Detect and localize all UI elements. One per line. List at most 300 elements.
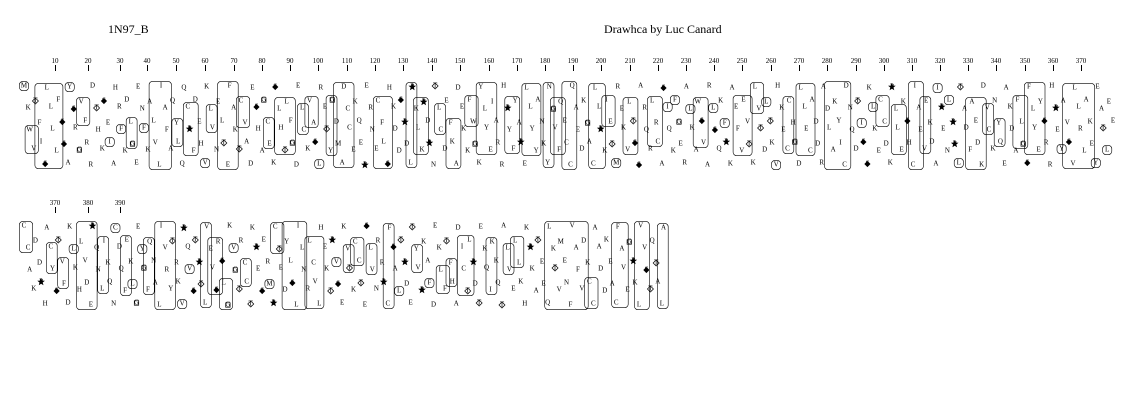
hydrophobic-cluster-contour [762,97,771,106]
ruler-tick-label: 200 [595,57,607,65]
residue-letter: F [37,118,42,127]
residue-letter: H [318,223,324,232]
serine-diamond-symbol [632,140,637,145]
hydrophobic-cluster-contour [77,97,90,125]
residue-letter: K [122,146,128,155]
residue-letter: R [84,138,90,147]
hydrophobic-cluster-contour [686,104,695,113]
residue-letter: T [768,116,773,125]
threonine-diamond-symbol [476,300,482,306]
residue-letter: T [170,236,175,245]
serine-diamond-symbol [214,287,219,292]
residue-letter: Y [996,118,1002,127]
proline-star-symbol [470,258,478,265]
residue-letter: K [67,222,73,231]
threonine-diamond-symbol [499,302,505,308]
residue-letter: A [704,160,711,169]
residue-letter: A [244,137,250,146]
residue-letter: W [470,117,477,126]
residue-letter: P [402,117,407,126]
proline-star-symbol [361,161,369,168]
residue-letter: N [847,103,853,112]
residue-letter: H [278,123,284,132]
residue-letter: T [237,284,242,293]
hydrophobic-cluster-contour [111,223,120,232]
ruler-tick-mark [432,65,433,71]
residue-letter: L [636,300,642,309]
threonine-diamond-symbol [221,140,227,146]
hydrophobic-cluster-contour [366,243,377,274]
residue-letter: C [265,117,271,126]
residue-letter: P [254,242,259,251]
residue-letter: K [105,258,111,267]
hydrophobic-cluster-contour [139,123,148,132]
threonine-diamond-symbol [346,265,352,271]
ruler-tick-label: 290 [850,57,862,65]
residue-letter: P [381,277,386,286]
hydrophobic-cluster-contour [435,103,446,134]
residue-letter: D [89,81,96,90]
residue-letter: D [84,278,90,287]
residue-letter: V [312,277,318,286]
residue-letter: T [465,286,470,295]
hydrophobic-cluster-contour [476,82,497,154]
hydrophobic-cluster-contour [229,243,238,252]
residue-letter: E [1002,159,1007,168]
ruler-tick-label: 40 [143,57,151,65]
proline-star-symbol [426,139,434,146]
serine-diamond-symbol [1025,160,1030,165]
residue-letter: S [1042,116,1047,125]
ruler-tick-label: 80 [258,57,266,65]
residue-letter: S [865,159,870,168]
residue-letter: P [362,160,367,169]
hydrophobic-cluster-contour [77,221,98,309]
residue-letter: D [341,82,347,91]
residue-letter: E [619,104,625,113]
residue-letter: N [539,117,545,126]
credit-label: Drawhca by Luc Canard [604,22,722,36]
proline-star-symbol [527,243,535,250]
residue-letter: R [265,257,271,266]
residue-letter: A [1003,83,1009,92]
residue-letter: L [54,146,59,155]
residue-letter: S [398,95,403,104]
hydrophobic-cluster-contour [298,103,309,134]
residue-letter: A [231,103,237,112]
residue-letter: W [694,97,702,106]
residue-letter: S [54,286,59,295]
residue-letter: L [946,95,952,104]
residue-letter: L [299,103,305,112]
residue-letter: K [271,158,277,167]
residue-letter: D [796,159,802,168]
residue-letter: I [666,102,669,111]
ruler-tick-label: 50 [172,57,180,65]
hydrophobic-cluster-contour [138,244,147,253]
hydrophobic-cluster-contour [483,237,497,294]
residue-letter: K [872,124,878,133]
residue-letter: Y [1032,123,1038,132]
serine-diamond-symbol [699,118,704,123]
residue-letter: E [511,284,516,293]
residue-letter: D [929,137,935,146]
residue-letter: G [261,95,267,104]
residue-letter: L [78,237,84,246]
residue-letter: V [31,144,37,153]
residue-letter: V [78,97,84,106]
residue-letter: K [413,104,419,113]
hydrophobic-cluster-contour [240,258,251,286]
ruler-tick-label: 110 [341,57,353,65]
residue-letter: S [637,160,641,169]
residue-letter: F [123,286,128,295]
residue-letter: P [39,277,44,286]
threonine-diamond-symbol [192,237,198,243]
residue-letter: E [478,222,483,231]
residue-letter: F [575,265,580,274]
residue-letter: S [62,139,66,148]
residue-letter: Q [118,264,124,273]
hydrophobic-cluster-contour [876,95,889,126]
residue-letter: D [843,81,849,90]
glycine-square-symbol [225,300,231,309]
residue-letter: I [39,137,43,146]
ruler-tick-label: 60 [201,57,209,65]
hydrophobic-cluster-contour [332,257,341,266]
residue-letter: C [25,243,31,252]
residue-letter: E [255,264,261,273]
hydrophobic-cluster-contour [545,221,589,309]
residue-letter: Y [512,96,518,105]
serine-diamond-symbol [54,288,59,293]
residue-letter: V [59,257,65,266]
proline-star-symbol [517,138,525,145]
hydrophobic-cluster-contour [612,158,621,167]
ruler-tick-label: 180 [539,57,551,65]
residue-letter: P [631,256,636,265]
threonine-diamond-symbol [236,286,242,292]
ruler-tick-label: 30 [116,57,124,65]
residue-letter: D [824,104,831,113]
ruler-tick-label: 330 [962,57,974,65]
residue-letter: F [722,118,727,127]
residue-letter: G [129,139,136,148]
residue-letter: K [249,223,255,232]
residue-letter: A [453,299,459,308]
residue-letter: E [741,95,746,104]
residue-letter: D [65,298,71,307]
hydrophobic-cluster-contour [891,104,906,154]
hydrophobic-cluster-contour [95,236,109,293]
hydrophobic-cluster-contour [446,118,461,168]
ruler-tick-mark [884,65,885,71]
residue-letter: R [653,118,659,127]
residue-letter: Y [49,264,56,273]
residue-letter: V [415,263,421,272]
proline-star-symbol [186,125,194,132]
hydrophobic-cluster-contour [185,264,194,273]
residue-letter: K [1087,117,1093,126]
residue-letter: A [44,223,50,232]
residue-letter: H [76,285,82,294]
hydrophobic-cluster-contour [944,95,953,104]
residue-letter: L [307,236,312,245]
residue-letter: A [111,159,117,168]
residue-letter: V [242,118,248,127]
residue-letter: L [1019,117,1024,126]
residue-letter: R [318,83,324,92]
residue-letter: V [773,160,779,169]
ruler-tick-mark [742,65,743,71]
residue-letter: F [442,284,447,293]
residue-letter: T [56,235,61,244]
residue-letter: A [693,145,699,154]
ruler-tick-mark [940,65,941,71]
residue-letter: L [528,102,533,111]
threonine-diamond-symbol [409,224,415,230]
residue-letter: T [747,139,752,148]
residue-letter: L [659,299,665,308]
residue-letter: A [830,145,836,154]
threonine-diamond-symbol [465,288,471,294]
residue-letter: R [117,102,122,111]
threonine-diamond-symbol [758,125,764,131]
residue-letter: E [781,125,786,134]
residue-letter: E [488,145,493,154]
structure-id-label: 1N97_B [108,22,149,36]
proline-star-symbol [949,118,957,125]
residue-letter: V [369,265,375,274]
residue-letter: K [769,138,775,147]
residue-letter: G [289,138,295,147]
residue-letter: Q [495,278,501,287]
residue-letter: Q [185,242,191,251]
residue-letter: C [345,104,351,113]
residue-letter: R [706,81,712,90]
glycine-square-symbol [261,95,267,104]
residue-letter: I [489,285,492,294]
residue-letter: R [88,160,94,169]
serine-diamond-symbol [1066,139,1071,144]
residue-letter: G [329,95,335,104]
residue-letter: V [921,144,928,153]
residue-letter: Q [147,237,153,246]
ruler-tick-mark [120,207,121,213]
residue-letter: N [430,160,437,169]
residue-letter: C [586,277,592,286]
hydrophobic-cluster-contour [263,117,274,148]
residue-letter: A [729,83,735,92]
residue-letter: L [826,123,832,132]
residue-letter: S [43,159,48,168]
hydrophobic-cluster-contour [305,96,318,127]
residue-letter: L [711,103,716,112]
residue-letter: L [294,300,299,309]
residue-letter: T [648,284,653,293]
residue-letter: P [187,124,192,133]
residue-letter: E [444,96,449,105]
serine-diamond-symbol [385,161,390,166]
ruler-tick-label: 340 [990,57,1002,65]
hydrophobic-cluster-contour [620,97,638,154]
residue-letter: L [71,244,76,253]
residue-letter: A [969,97,975,106]
residue-letter: K [476,158,482,167]
residue-letter: I [159,81,163,90]
residue-letter: I [936,83,939,92]
hydrophobic-cluster-contour [305,236,324,308]
residue-letter: L [956,158,961,167]
residue-letter: L [368,243,373,252]
residue-letter: G [676,117,682,126]
residue-letter: L [798,83,803,92]
residue-letter: F [672,95,677,104]
hydrophobic-cluster-contour [1060,83,1095,168]
residue-letter: F [62,279,66,288]
residue-letter: L [415,123,421,132]
hydrophobic-cluster-contour [69,244,78,253]
residue-letter: H [449,277,455,286]
proline-star-symbol [938,103,946,110]
residue-letter: K [670,146,676,155]
residue-letter: D [815,139,821,148]
residue-letter: Q [181,83,187,92]
residue-letter: D [963,123,969,132]
residue-letter: C [375,96,381,105]
residue-letter: E [625,285,630,294]
residue-letter: E [608,117,613,126]
residue-letter: D [442,144,448,153]
threonine-diamond-symbol [647,286,653,292]
ruler-tick-label: 20 [84,57,92,65]
threonine-diamond-symbol [957,84,963,90]
ruler-tick-label: 280 [821,57,833,65]
residue-letter: H [522,299,528,308]
residue-letter: T [535,235,541,244]
residue-letter: L [408,158,413,167]
proline-star-symbol [1052,104,1060,111]
residue-letter: F [557,145,562,154]
residue-letter: Y [1093,158,1099,167]
residue-letter: K [689,123,695,132]
residue-letter: D [36,258,43,267]
residue-letter: A [162,103,168,112]
residue-letter: S [633,138,637,147]
residue-letter: T [198,279,204,288]
hydrophobic-cluster-contour [265,279,274,288]
proline-star-symbol [888,83,896,90]
hydrophobic-cluster-contour [1103,145,1112,154]
residue-letter: L [524,83,529,92]
hydrophobic-cluster-contour [35,83,63,168]
residue-letter: Q [483,263,490,272]
residue-letter: L [505,243,510,252]
residue-letter: D [602,286,608,295]
residue-letter: V [579,284,585,293]
residue-letter: A [493,116,499,125]
residue-letter: L [1105,145,1110,154]
hydrophobic-cluster-contour [983,103,994,134]
residue-letter: L [220,116,225,125]
residue-letter: D [455,83,461,92]
residue-letter: K [31,284,37,293]
proline-star-symbol [951,140,959,147]
ruler-tick-mark [176,65,177,71]
residue-letter: K [128,257,134,266]
threonine-diamond-symbol [55,237,61,243]
residue-letter: D [425,116,431,125]
residue-letter: K [927,118,933,127]
residue-letter: K [419,145,425,154]
residue-letter: H [42,299,48,308]
proline-star-symbol [37,278,45,285]
residue-letter: V [1064,118,1070,127]
residue-letter: V [1070,159,1076,168]
threonine-diamond-symbol [432,83,438,89]
residue-letter: T [552,263,558,272]
residue-letter: M [613,158,620,167]
residue-letter: Y [284,237,290,246]
residue-letter: L [277,104,282,113]
residue-letter: F [387,223,392,232]
glycine-square-symbol [472,139,478,148]
residue-letter: E [364,81,369,90]
residue-letter: S [699,116,704,125]
residue-letter: V [506,265,512,274]
hydrophobic-cluster-contour [562,81,577,169]
glycine-square-symbol [676,117,682,126]
hydrophobic-cluster-contour [634,221,649,309]
residue-letter: L [467,235,472,244]
residue-letter: N [301,265,307,274]
hydrophobic-cluster-contour [275,97,296,154]
ruler-tick-mark [714,65,715,71]
residue-letter: L [596,102,602,111]
residue-letter: A [916,103,922,112]
residue-letter: W [26,125,33,134]
residue-letter: A [655,277,661,286]
residue-letter: S [644,265,649,274]
residue-letter: P [330,235,335,244]
residue-letter: N [944,146,950,155]
residue-letter: F [288,116,293,125]
ruler-tick-mark [88,207,89,213]
residue-letter: C [785,144,790,153]
residue-letter: K [603,235,609,244]
residue-letter: Q [666,124,672,133]
residue-letter: C [590,159,596,168]
hydrophobic-cluster-contour [46,242,57,273]
serine-diamond-symbol [391,244,396,249]
residue-letter: V [209,263,215,272]
residue-letter: T [193,235,198,244]
hydrophobic-cluster-contour [522,83,541,155]
residue-letter: K [832,97,838,106]
residue-letter: A [933,159,939,168]
residue-letter: H [1049,81,1055,90]
residue-letter: L [100,284,105,293]
residue-letter: F [56,95,61,104]
ruler-tick-mark [686,65,687,71]
residue-letter: T [282,145,288,154]
residue-letter: Y [1037,97,1043,106]
ruler-tick-mark [403,65,404,71]
residue-letter: V [202,158,208,167]
residue-letter: V [984,103,990,112]
threonine-diamond-symbol [746,141,752,147]
residue-letter: I [460,242,464,251]
